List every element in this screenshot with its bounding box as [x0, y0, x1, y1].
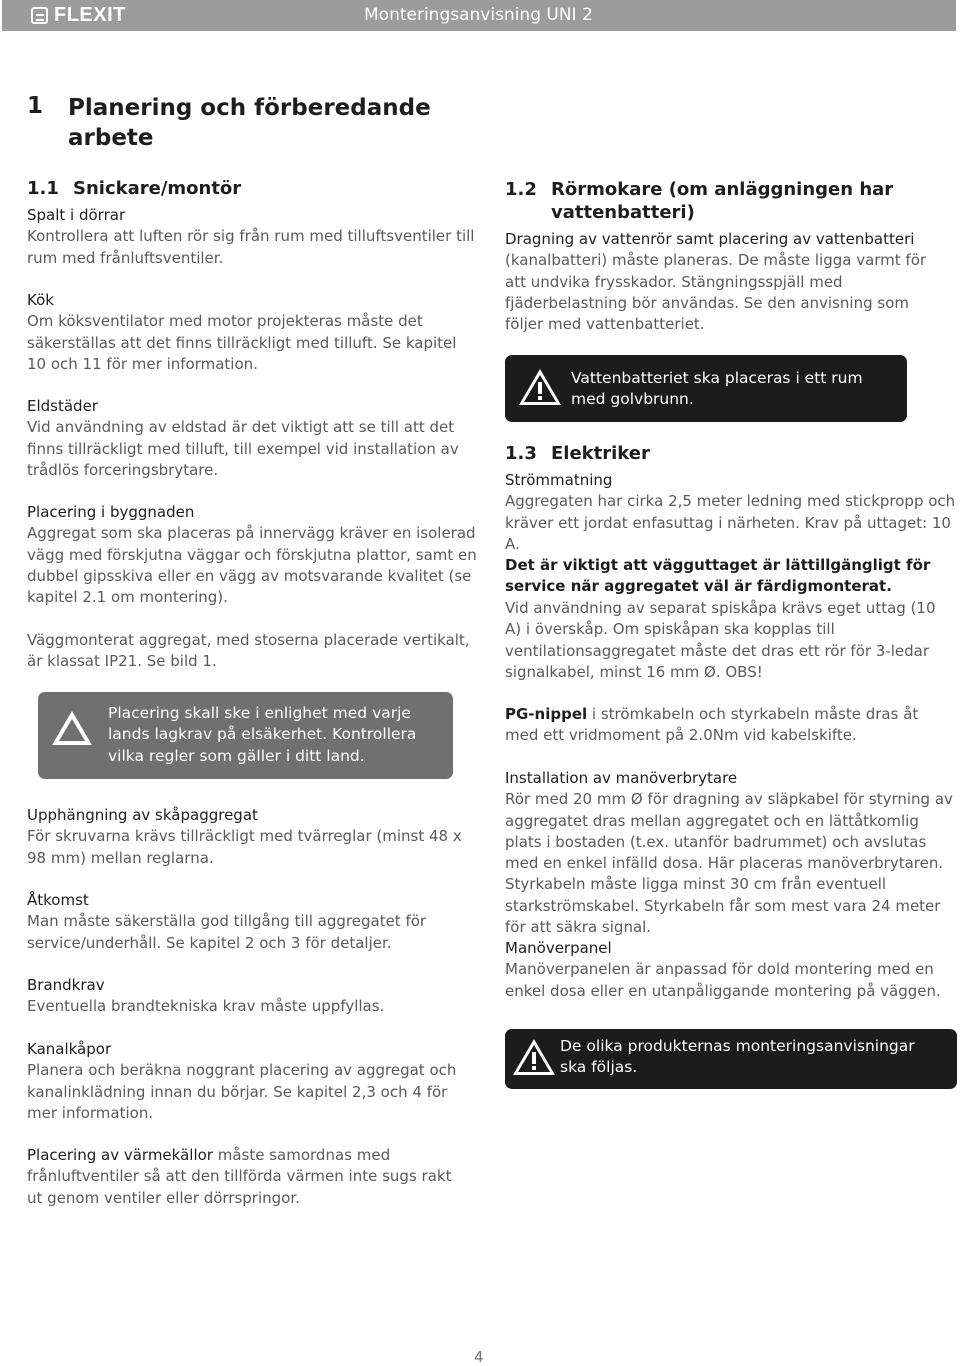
dragning-text: (kanalbatteri) måste planeras. De måste ligga varmt för att undvika frysskador. Stängningsspjäll med fjäderbelastning bör användas. Se den anvisning som följer med vattenbatteriet. — [505, 251, 927, 334]
chapter-number: 1 — [27, 93, 44, 119]
stromatning-heading: Strömmatning — [505, 471, 613, 489]
spalt-block — [27, 205, 477, 269]
atkomst-block — [27, 890, 482, 954]
section-number: 1.1 — [27, 178, 59, 199]
kok-block — [27, 290, 477, 375]
dragning-heading: Dragning av vattenrör samt placering av vattenbatteri — [505, 230, 915, 248]
upphangning-text: För skruvarna krävs tillräckligt med tvärreglar (minst 48 x 98 mm) mellan reglarna. — [27, 827, 462, 867]
vaggmonterat-text: Väggmonterat aggregat, med stoserna placerade vertikalt, är klassat IP21. Se bild 1. — [27, 631, 470, 671]
section-number: 1.3 — [505, 443, 537, 464]
warning-triangle-icon — [50, 709, 94, 747]
section-1-2-heading — [505, 178, 925, 224]
eldstader-heading: Eldstäder — [27, 397, 98, 415]
header-bar — [2, 0, 956, 31]
warning-triangle-icon — [517, 367, 563, 407]
chapter-title: Planering och förberedande arbete — [68, 95, 431, 151]
atkomst-text: Man måste säkerställa god tillgång till aggregatet för service/underhåll. Se kapitel 2 och 3 för detaljer. — [27, 912, 427, 952]
installation-block — [505, 768, 957, 938]
logo-text: FLEXIT — [54, 3, 126, 26]
eldstader-text: Vid användning av eldstad är det viktigt att se till att det finns tillräckligt med tilluft, till exempel vid installation av trådlös forceringsbrytare. — [27, 418, 459, 479]
pg-nippel-block — [505, 704, 955, 747]
installation-text: Rör med 20 mm Ø för dragning av släpkabel för styrning av aggregatet dras mellan aggregatet och en lättåtkomlig plats i bostaden (t.ex. utanför badrummet) och avslutas med en enkel infälld dosa. Här placeras manöverbrytaren. Styrkabeln måste ligga minst 30 cm från eventuell starkströmskabel. Styrkabeln får som mest vara 24 meter för att säkra signal. — [505, 790, 953, 937]
section-title: Rörmokare (om anläggningen har vattenbatteri) — [551, 179, 894, 223]
kanalkapor-heading: Kanalkåpor — [27, 1040, 112, 1058]
stromatning-important: Det är viktigt att vägguttaget är lättillgängligt för service när aggregatet väl är färdigmonterat. — [505, 556, 931, 596]
warning-box-anvisningar — [505, 1029, 957, 1089]
varmekallor-heading: Placering av värmekällor — [27, 1146, 213, 1164]
document-title: Monteringsanvisning UNI 2 — [364, 5, 593, 25]
stromatning-text: Aggregaten har cirka 2,5 meter ledning med stickpropp och kräver ett jordat enfasuttag i närheten. Krav på uttaget: 10 A. — [505, 492, 956, 553]
warning-text: De olika produkternas monteringsanvisningar ska följas. — [560, 1037, 915, 1077]
spalt-heading: Spalt i dörrar — [27, 206, 126, 224]
vaggmonterat-block — [27, 630, 477, 673]
manoverpanel-block — [505, 938, 945, 1002]
varmekallor-block — [27, 1145, 467, 1209]
upphangning-heading: Upphängning av skåpaggregat — [27, 806, 258, 824]
manoverpanel-text: Manöverpanelen är anpassad för dold montering med en enkel dosa eller en utanpåliggande montering på väggen. — [505, 960, 941, 1000]
section-number: 1.2 — [505, 179, 537, 200]
atkomst-heading: Åtkomst — [27, 891, 89, 909]
spiskapa-text: Vid användning av separat spiskåpa krävs eget uttag (10 A) i överskåp. Om spiskåpan ska kopplas till ventilationsaggregatet måste det dras ett rör för 3-ledar signalkabel, minst 16 mm Ø. OBS! — [505, 599, 936, 681]
page-number: 4 — [474, 1348, 484, 1366]
section-title: Elektriker — [551, 443, 650, 464]
warning-text: Placering skall ske i enlighet med varje lands lagkrav på elsäkerhet. Kontrollera vilka regler som gäller i ditt land. — [108, 704, 417, 765]
kanalkapor-text: Planera och beräkna noggrant placering av aggregat och kanalinklädning innan du börjar. Se kapitel 2,3 och 4 för mer information. — [27, 1061, 457, 1122]
section-title: Snickare/montör — [73, 178, 242, 199]
placering-text: Aggregat som ska placeras på innervägg kräver en isolerad vägg med förskjutna väggar och förskjutna plattor, samt en dubbel gipsskiva eller en vägg av motsvarande kvalitet (se kapitel 2.1 om montering). — [27, 524, 477, 607]
spiskapa-block — [505, 598, 945, 683]
warning-text: Vattenbatteriet ska placeras i ett rum med golvbrunn. — [571, 369, 863, 409]
stromatning-block — [505, 470, 960, 598]
installation-heading: Installation av manöverbrytare — [505, 769, 738, 787]
varmekallor-text: måste samordnas med frånluftventiler så att den tillförda värmen inte sugs rakt ut genom ventiler eller dörrspringor. — [27, 1146, 452, 1207]
upphangning-block — [27, 805, 482, 869]
warning-triangle-icon — [511, 1037, 557, 1077]
section-1-1-heading — [27, 177, 241, 200]
warning-box-vattenbatteri — [505, 355, 907, 422]
kok-heading: Kök — [27, 291, 54, 309]
warning-box-electrical — [38, 692, 453, 779]
kok-text: Om köksventilator med motor projekteras måste det säkerställas att det finns tillräckligt med tilluft. Se kapitel 10 och 11 för mer information. — [27, 312, 457, 373]
pg-nippel-text: i strömkabeln och styrkabeln måste dras åt med ett vridmoment på 2.0Nm vid kabelskifte. — [505, 705, 919, 745]
brandkrav-block — [27, 975, 482, 1018]
dragning-block — [505, 229, 945, 335]
brandkrav-text: Eventuella brandtekniska krav måste uppfyllas. — [27, 997, 385, 1016]
spalt-text: Kontrollera att luften rör sig från rum med tilluftsventiler till rum med frånluftsventiler. — [27, 227, 475, 267]
flexit-logo — [31, 5, 126, 25]
kanalkapor-block — [27, 1039, 482, 1124]
section-1-3-heading — [505, 442, 650, 465]
flexit-logo-icon — [31, 7, 48, 24]
manoverpanel-heading: Manöverpanel — [505, 939, 612, 957]
brandkrav-heading: Brandkrav — [27, 976, 105, 994]
placering-heading: Placering i byggnaden — [27, 503, 195, 521]
eldstader-block — [27, 396, 485, 481]
pg-nippel-heading: PG-nippel — [505, 705, 588, 723]
placering-block — [27, 502, 477, 608]
